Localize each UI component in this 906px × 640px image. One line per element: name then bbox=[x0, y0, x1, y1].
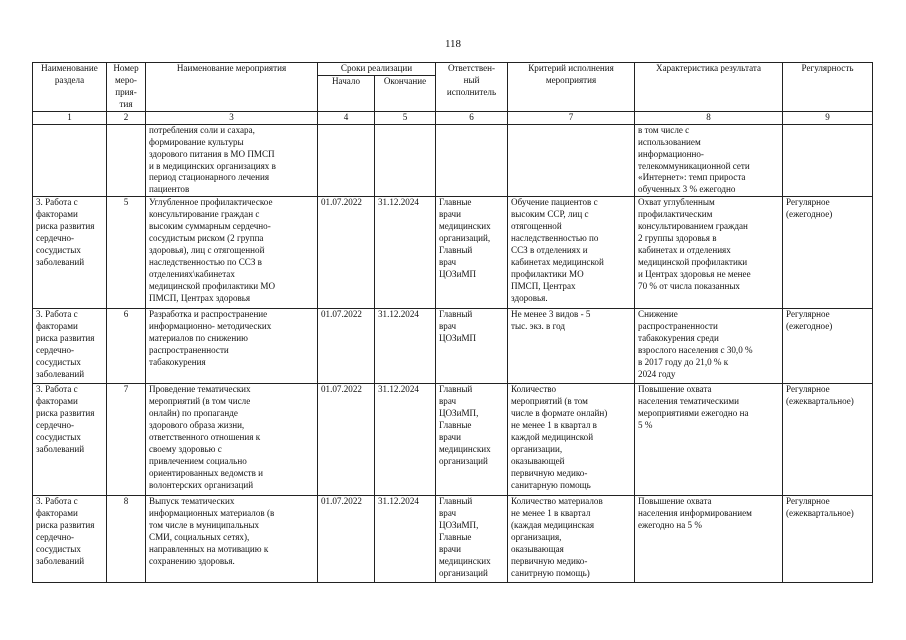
cell-result: Повышение охвата населения информированием ежегодно на 5 % bbox=[635, 496, 783, 583]
column-numbers-row bbox=[33, 111, 873, 124]
cell-regularity: Регулярное (ежеквартальное) bbox=[783, 384, 873, 496]
cell-start: 01.07.2022 bbox=[318, 496, 375, 583]
cell-result: Повышение охвата населения тематическими мероприятиями ежегодно на 5 % bbox=[635, 384, 783, 496]
events-table bbox=[32, 62, 873, 583]
cell-number: 5 bbox=[107, 197, 146, 309]
cell-section: 3. Работа с факторами риска развития сердечно- сосудистых заболеваний bbox=[33, 496, 107, 583]
cell-result: в том числе с использованием информационно- телекоммуникационной сети «Интернет»: темп прироста обученных 3 % ежегодно bbox=[635, 124, 783, 196]
cell-result: Снижение распространенности табакокурения среди взрослого населения с 30,0 % в 2017 году до 21,0 % к 2024 году bbox=[635, 309, 783, 384]
cell-regularity: Регулярное (ежеквартальное) bbox=[783, 496, 873, 583]
cell-number: 6 bbox=[107, 309, 146, 384]
table-row bbox=[33, 496, 873, 583]
cell-criterion: Количество материалов не менее 1 в квартал (каждая медицинская организация, оказывающая первичную медико- санитрную помощь) bbox=[508, 496, 635, 583]
header-responsible: Ответствен- ный исполнитель bbox=[436, 63, 508, 112]
cell-event: Проведение тематических мероприятий (в том числе онлайн) по пропаганде здорового образа жизни, ответственного отношения к своему здоровью с привлечением социально ориентированных ведомств и волонтерских организаций bbox=[146, 384, 318, 496]
cell-criterion: Не менее 3 видов - 5 тыс. экз. в год bbox=[508, 309, 635, 384]
cell-responsible: Главный врач ЦОЗиМП, Главные врачи медицинских организаций bbox=[436, 384, 508, 496]
header-section: Наименование раздела bbox=[33, 63, 107, 112]
column-number: 2 bbox=[107, 111, 146, 124]
header-result: Характеристика результата bbox=[635, 63, 783, 112]
table-row bbox=[33, 384, 873, 496]
cell-end: 31.12.2024 bbox=[375, 309, 436, 384]
cell-event: потребления соли и сахара, формирование культуры здорового питания в МО ПМСП и в медицинских организациях в период стационарного лечения пациентов bbox=[146, 124, 318, 196]
cell-criterion: Количество мероприятий (в том числе в формате онлайн) не менее 1 в квартал в каждой медицинской организации, оказывающей первичную медико- санитарную помощь bbox=[508, 384, 635, 496]
cell-section bbox=[33, 124, 107, 196]
column-number: 9 bbox=[783, 111, 873, 124]
cell-regularity bbox=[783, 124, 873, 196]
cell-responsible bbox=[436, 124, 508, 196]
cell-responsible: Главные врачи медицинских организаций, Главный врач ЦОЗиМП bbox=[436, 197, 508, 309]
cell-start bbox=[318, 124, 375, 196]
cell-number bbox=[107, 124, 146, 196]
cell-event: Выпуск тематических информационных материалов (в том числе в муниципальных СМИ, социальных сетях), направленных на мотивацию к сохранению здоровья. bbox=[146, 496, 318, 583]
cell-end: 31.12.2024 bbox=[375, 197, 436, 309]
header-regularity: Регулярность bbox=[783, 63, 873, 112]
header-terms: Сроки реализации bbox=[318, 63, 436, 76]
cell-criterion: Обучение пациентов с высоким ССР, лиц с отягощенной наследственностью по ССЗ в отделениях и кабинетах медицинской профилактики МО ПМСП, Центрах здоровья. bbox=[508, 197, 635, 309]
header-start: Начало bbox=[318, 75, 375, 111]
header-criterion: Критерий исполнения мероприятия bbox=[508, 63, 635, 112]
table-row bbox=[33, 309, 873, 384]
cell-regularity: Регулярное (ежегодное) bbox=[783, 197, 873, 309]
column-number: 5 bbox=[375, 111, 436, 124]
column-number: 3 bbox=[146, 111, 318, 124]
cell-start: 01.07.2022 bbox=[318, 384, 375, 496]
cell-section: 3. Работа с факторами риска развития сердечно- сосудистых заболеваний bbox=[33, 309, 107, 384]
cell-regularity: Регулярное (ежегодное) bbox=[783, 309, 873, 384]
header-event: Наименование мероприятия bbox=[146, 63, 318, 112]
column-number: 6 bbox=[436, 111, 508, 124]
page-number: 118 bbox=[444, 38, 462, 50]
cell-end: 31.12.2024 bbox=[375, 496, 436, 583]
cell-end bbox=[375, 124, 436, 196]
column-number: 7 bbox=[508, 111, 635, 124]
header-end: Окончание bbox=[375, 75, 436, 111]
header-number: Номер меро- прия- тия bbox=[107, 63, 146, 112]
column-number: 8 bbox=[635, 111, 783, 124]
cell-criterion bbox=[508, 124, 635, 196]
cell-section: 3. Работа с факторами риска развития сердечно- сосудистых заболеваний bbox=[33, 384, 107, 496]
column-number: 4 bbox=[318, 111, 375, 124]
cell-start: 01.07.2022 bbox=[318, 309, 375, 384]
cell-responsible: Главный врач ЦОЗиМП, Главные врачи медицинских организаций bbox=[436, 496, 508, 583]
cell-event: Разработка и распространение информационно- методических материалов по снижению распространенности табакокурения bbox=[146, 309, 318, 384]
cell-number: 7 bbox=[107, 384, 146, 496]
cell-result: Охват углубленным профилактическим консультированием граждан 2 группы здоровья в кабинетах и отделениях медицинской профилактики и Центрах здоровья не менее 70 % от числа показанных bbox=[635, 197, 783, 309]
table-row bbox=[33, 124, 873, 196]
cell-start: 01.07.2022 bbox=[318, 197, 375, 309]
cell-end: 31.12.2024 bbox=[375, 384, 436, 496]
table-row bbox=[33, 197, 873, 309]
cell-event: Углубленное профилактическое консультирование граждан с высоким суммарным сердечно- сосудистым риском (2 группа здоровья), лиц с отягощенной наследственностью по ССЗ в отделениях\кабинетах медицинской профилактики МО ПМСП, Центрах здоровья bbox=[146, 197, 318, 309]
column-number: 1 bbox=[33, 111, 107, 124]
cell-section: 3. Работа с факторами риска развития сердечно- сосудистых заболеваний bbox=[33, 197, 107, 309]
cell-number: 8 bbox=[107, 496, 146, 583]
cell-responsible: Главный врач ЦОЗиМП bbox=[436, 309, 508, 384]
